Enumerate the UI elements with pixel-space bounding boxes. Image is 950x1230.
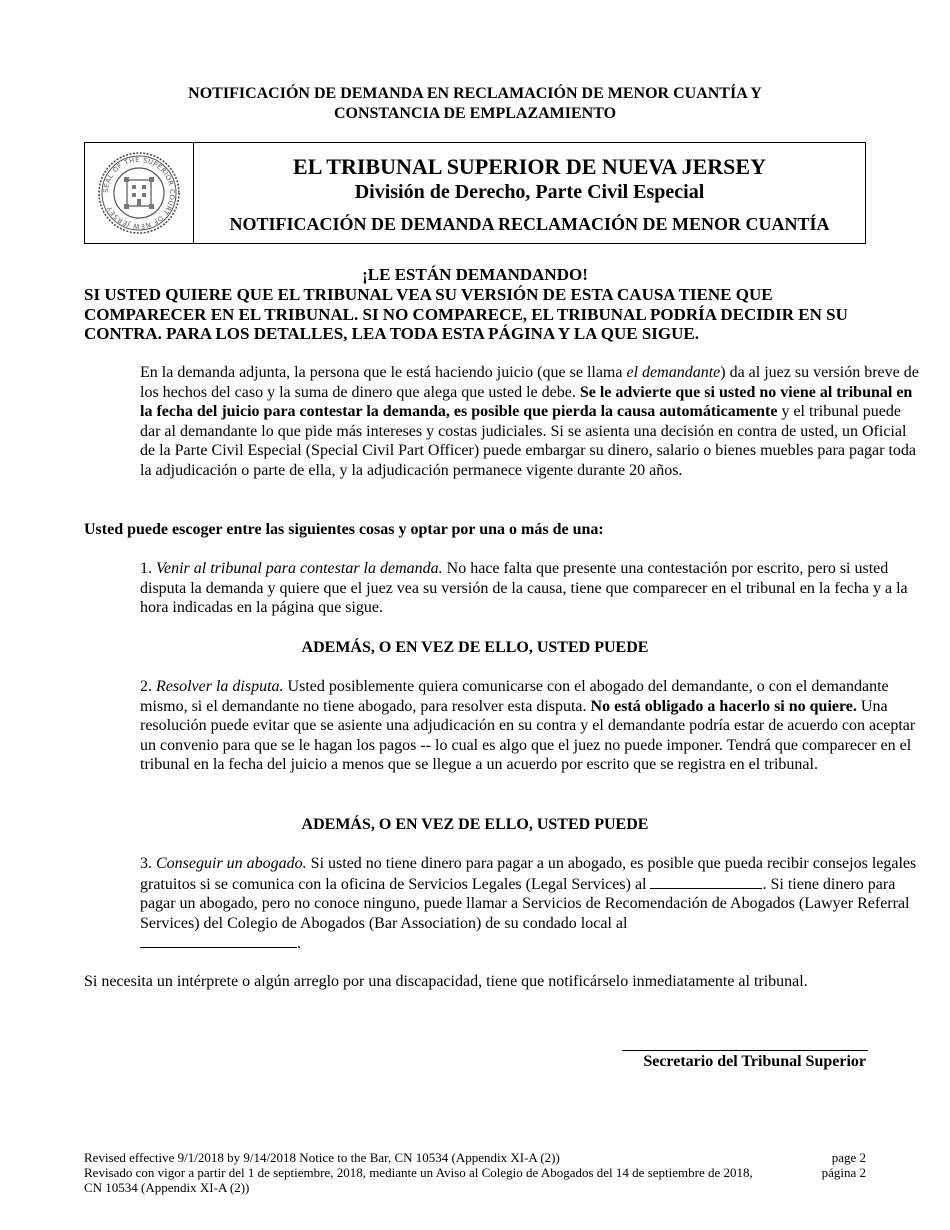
notice-title: NOTIFICACIÓN DE DEMANDA RECLAMACIÓN DE MENOR CUANTÍA bbox=[229, 214, 830, 234]
option-1-number: 1. bbox=[140, 560, 156, 577]
also-heading-2: ADEMÁS, O EN VEZ DE ELLO, USTED PUEDE bbox=[301, 816, 649, 833]
warning-body: SI USTED QUIERE QUE EL TRIBUNAL VEA SU VERSIÓN DE ESTA CAUSA TIENE QUE COMPARECER EN EL TRIBUNAL. SI NO COMPARECE, EL TRIBUNAL PODRÍA DECIDIR EN SU CONTRA. PARA LOS DETALLES, LEA TODA ESTA PÁGINA Y LA QUE SIGUE. bbox=[84, 285, 848, 343]
option-2-title: Resolver la disputa. bbox=[156, 678, 284, 695]
interpreter-notice: Si necesita un intérprete o algún arreglo por una discapacidad, tiene que notificárselo inmediatamente al tribunal. bbox=[84, 973, 808, 990]
court-division: División de Derecho, Parte Civil Especial bbox=[354, 181, 705, 203]
court-header-box bbox=[84, 142, 866, 244]
document-title bbox=[84, 84, 866, 124]
legal-services-phone-blank[interactable] bbox=[650, 874, 762, 889]
intro-paragraph bbox=[84, 363, 922, 481]
also-heading-1: ADEMÁS, O EN VEZ DE ELLO, USTED PUEDE bbox=[301, 639, 649, 656]
title-line-1: NOTIFICACIÓN DE DEMANDA EN RECLAMACIÓN DE MENOR CUANTÍA Y bbox=[188, 85, 762, 102]
intro-text-2: ) da al juez su versión breve de los hechos del caso y la suma de dinero que alega que usted le debe. bbox=[140, 364, 919, 401]
footer-page-number bbox=[822, 1150, 866, 1180]
court-name: EL TRIBUNAL SUPERIOR DE NUEVA JERSEY bbox=[293, 154, 766, 179]
option-2-number: 2. bbox=[140, 678, 156, 695]
option-3-title: Conseguir un abogado. bbox=[156, 855, 307, 872]
seal-cell bbox=[85, 143, 194, 243]
court-seal-icon bbox=[96, 151, 182, 235]
footer-line-1: Revised effective 9/1/2018 by 9/14/2018 Notice to the Bar, CN 10534 (Appendix XI-A (2)) bbox=[84, 1150, 560, 1165]
warning-title: ¡LE ESTÁN DEMANDANDO! bbox=[362, 265, 588, 284]
options-heading: Usted puede escoger entre las siguientes cosas y optar por una o más de una: bbox=[84, 521, 604, 538]
page-number-en: page 2 bbox=[831, 1150, 866, 1165]
option-3-text-2: . Si tiene dinero para pagar un abogado, pero no conoce ninguno, puede llamar a Servicios de Recomendación de Abogados (Lawyer Referral Services) del Colegio de Abogados (Bar Association) de su condado local al bbox=[140, 875, 910, 932]
option-3-paragraph bbox=[84, 854, 922, 954]
option-1-paragraph bbox=[84, 559, 922, 618]
footer-revision bbox=[84, 1150, 764, 1195]
option-2-text-1: Usted posiblemente quiera comunicarse con el abogado del demandante, o con el demandante mismo, si el demandante no tiene abogado, para resolver esta disputa. bbox=[140, 678, 889, 715]
intro-text-1: En la demanda adjunta, la persona que le está haciendo juicio (que se llama bbox=[140, 364, 627, 381]
signature-line[interactable] bbox=[622, 1050, 868, 1051]
intro-italic: el demandante bbox=[626, 364, 721, 381]
seal-text: SEAL OF THE SUPERIOR COURT OF NEW JERSEY bbox=[101, 155, 177, 231]
footer-line-2: Revisado con vigor a partir del 1 de septiembre, 2018, mediante un Aviso al Colegio de Abogados del 14 de septiembre de 2018, bbox=[84, 1165, 753, 1180]
title-line-2: CONSTANCIA DE EMPLAZAMIENTO bbox=[333, 105, 617, 122]
option-1-text: No hace falta que presente una contestación por escrito, pero si usted disputa la demanda y quiere que el juez vea su versión de la causa, tiene que comparecer en el tribunal en la fecha y a la hora indicadas en la página que sigue. bbox=[140, 560, 908, 617]
option-3-number: 3. bbox=[140, 855, 156, 872]
signature-label: Secretario del Tribunal Superior bbox=[643, 1053, 866, 1070]
option-3-text-1: Si usted no tiene dinero para pagar a un abogado, es posible que pueda recibir consejos legales gratuitos si se comunica con la oficina de Servicios Legales (Legal Services) al bbox=[140, 855, 917, 893]
intro-warning-bold: Se le advierte que si usted no viene al tribunal en la fecha del juicio para contestar la demanda, es posible que pierda la causa automáticamente bbox=[140, 383, 913, 421]
option-2-bold: No está obligado a hacerlo si no quiere. bbox=[590, 697, 857, 715]
intro-text-3: y el tribunal puede dar al demandante lo que pide más intereses y costas judiciales. Si se asienta una decisión en contra de usted, un Oficial de la Parte Civil Especial (Special Civil Part Officer) puede embargar su dinero, salario o bienes muebles para pagar toda la adjudicación o parte de ella, y la adjudicación permanece vigente durante 20 años. bbox=[140, 403, 917, 479]
footer-line-3: CN 10534 (Appendix XI-A (2)) bbox=[84, 1180, 250, 1195]
page-number-es: página 2 bbox=[821, 1165, 866, 1180]
option-2-paragraph bbox=[84, 677, 922, 775]
option-3-text-3: . bbox=[297, 935, 301, 953]
lawyer-referral-phone-blank[interactable] bbox=[140, 933, 297, 948]
option-2-text-2: Una resolución puede evitar que se asiente una adjudicación en su contra y el demandante podría estar de acuerdo con aceptar un convenio para que se le hagan los pagos -- lo cual es algo que el juez no puede imponer. Tendrá que comparecer en el tribunal en la fecha del juicio a menos que se llegue a un acuerdo por escrito que se registra en el tribunal. bbox=[140, 697, 916, 774]
option-1-title: Venir al tribunal para contestar la demanda. bbox=[156, 560, 443, 577]
